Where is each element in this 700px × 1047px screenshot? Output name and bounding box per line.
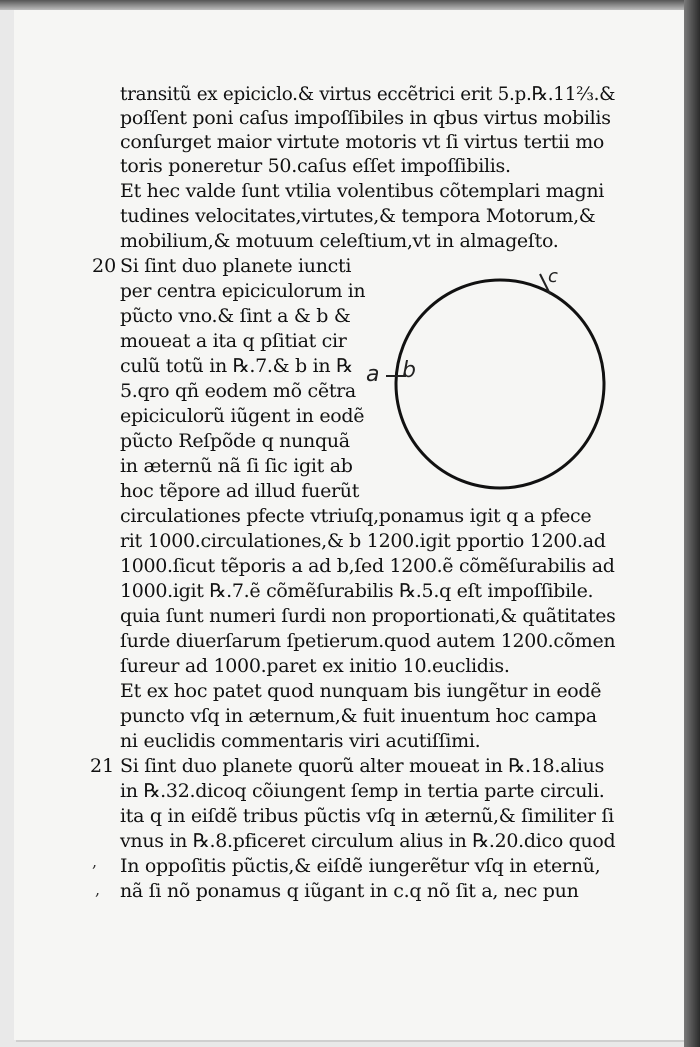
text-line: poſſent poni caſus impoſſibiles in qbus virtus mobilis: [120, 107, 611, 129]
margin-mark: ,: [92, 852, 98, 871]
text-line: ni euclidis commentaris viri acutiſſimi.: [120, 730, 481, 752]
text-line: rit 1000.circulationes,& b 1200.igit pportio 1200.ad: [120, 530, 606, 552]
text-line: Si ſint duo planete iuncti: [120, 255, 352, 277]
text-line: epiciculorũ iũgent in eodẽ: [120, 405, 365, 427]
section-number-21: 21: [90, 755, 115, 777]
text-line: ita q in eiſdẽ tribus pũctis vſq in æternũ,& ſimiliter ſi: [120, 805, 614, 827]
text-line: 5.qro qñ eodem mõ cẽtra: [120, 380, 356, 402]
text-line: pũcto vno.& ſint a & b &: [120, 305, 351, 327]
text-line: Et hec valde ſunt vtilia volentibus cõtemplari magni: [120, 180, 605, 202]
epicycle-circle-diagram: [360, 264, 620, 504]
text-line: conſurget maior virtute motoris vt ſi virtus tertii mo: [120, 131, 605, 153]
text-line: transitũ ex epiciclo.& virtus eccẽtrici erit 5.p.℞.11⅔.&: [120, 83, 616, 105]
text-line: in æternũ nã ſi ſic igit ab: [120, 455, 353, 477]
text-line: toris poneretur 50.caſus eſſet impoſſibilis.: [120, 155, 511, 177]
text-line: ſurde diuerſarum ſpetierum.quod autem 1200.cõmen: [120, 630, 616, 652]
text-line: Et ex hoc patet quod nunquam bis iungẽtur in eodẽ: [120, 680, 602, 702]
text-line: vnus in ℞.8.pficeret circulum alius in ℞.20.dico quod: [120, 830, 616, 852]
text-line: ſureur ad 1000.paret ex initio 10.euclidis.: [120, 655, 510, 677]
text-line: per centra epiciculorum in: [120, 280, 366, 302]
diagram-label-c: c: [548, 266, 558, 287]
text-line: Si ſint duo planete quorũ alter moueat in ℞.18.alius: [120, 755, 605, 777]
text-line: moueat a ita q pſitiat cir: [120, 330, 347, 352]
page-top-edge: [0, 0, 700, 10]
text-line: hoc tẽpore ad illud fuerũt: [120, 480, 360, 502]
diagram-label-a: a: [366, 362, 380, 387]
text-line: in ℞.32.dicoq cõiungent ſemp in tertia parte circuli.: [120, 780, 605, 802]
orbit-circle: [396, 280, 604, 488]
text-line: puncto vſq in æternum,& fuit inuentum hoc campa: [120, 705, 597, 727]
text-line: circulationes pfecte vtriuſq,ponamus igit q a pfece: [120, 505, 592, 527]
margin-mark: ,: [95, 880, 101, 899]
section-number-20: 20: [92, 255, 117, 277]
diagram-label-b: b: [402, 358, 416, 383]
text-line: 1000.igit ℞.7.ẽ cõmẽſurabilis ℞.5.q eſt impoſſibile.: [120, 580, 594, 602]
text-line: culũ totũ in ℞.7.& b in ℞: [120, 355, 353, 377]
text-line: 1000.ſicut tẽporis a ad b,ſed 1200.ẽ cõmẽſurabilis ad: [120, 555, 615, 577]
text-line: mobilium,& motuum celeſtium,vt in almageſto.: [120, 230, 559, 252]
text-line: quia ſunt numeri ſurdi non proportionati,& quãtitates: [120, 605, 616, 627]
text-line: tudines velocitates,virtutes,& tempora Motorum,&: [120, 205, 596, 227]
text-line: nã ſi nõ ponamus q iũgant in c.q nõ ſit a, nec pun: [120, 880, 579, 902]
text-line: pũcto Reſpõde q nunquã: [120, 430, 350, 452]
text-line: In oppoſitis pũctis,& eiſdẽ iungerẽtur vſq in eternũ,: [120, 855, 601, 877]
page-binding-shadow: [684, 0, 700, 1047]
